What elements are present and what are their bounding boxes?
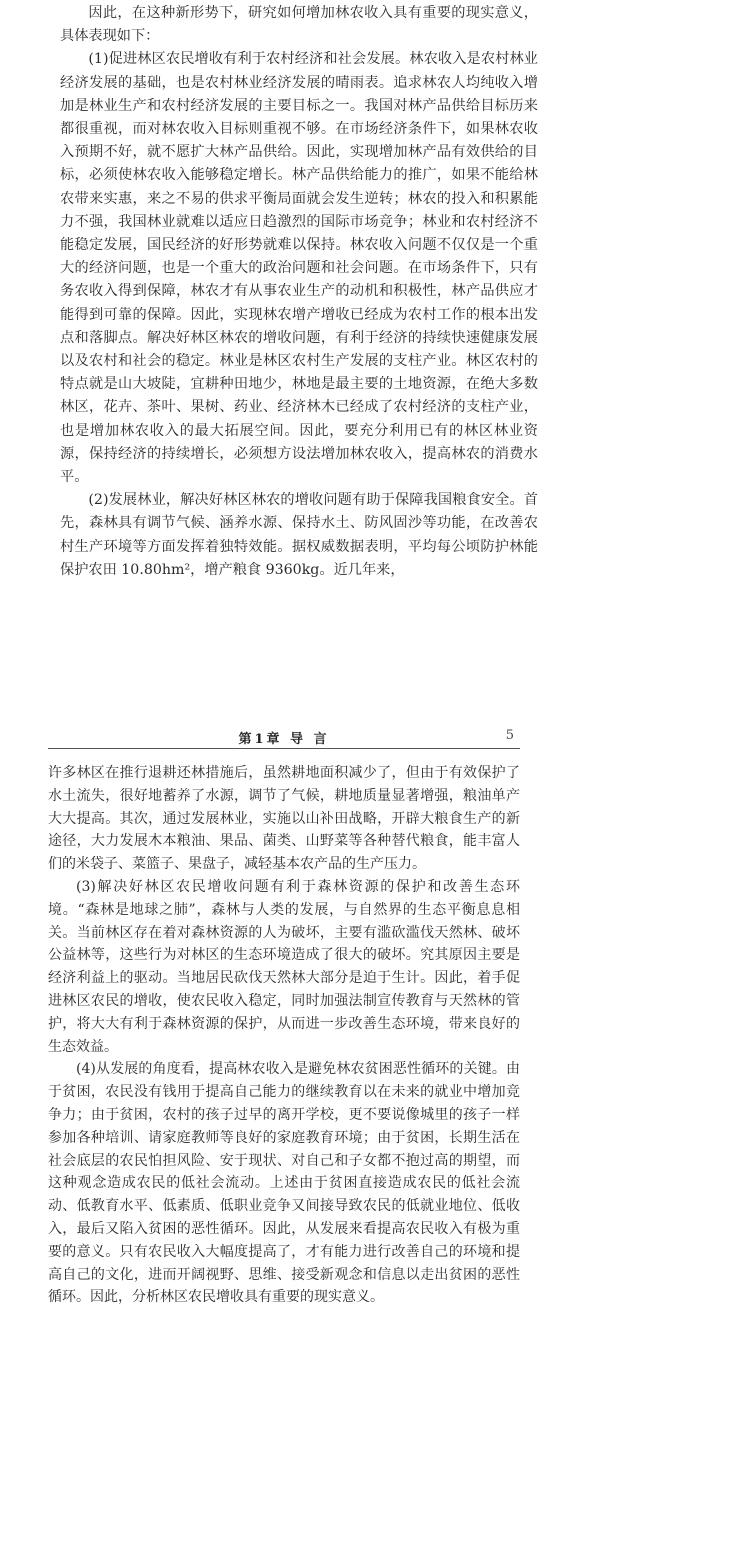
paragraph-point-4: (4)从发展的角度看，提高林农收入是避免林农贫困恶性循环的关键。由于贫困，农民没有钱用于提高自己能力的继续教育以在未来的就业中增加竞争力；由于贫困，农村的孩子过早的离开学校，更不要说像城里的孩子一样参加各种培训、请家庭教师等良好的家庭教育环境；由于贫困，长期生活在社会底层的农民怕担风险、安于现状、对自己和子女都不抱过高的期望，而这种观念造成农民的低社会流动。上述由于贫困直接造成农民的低社会流动、低教育水平、低素质、低职业竞争又间接导致农民的低就业地位、低收入，最后又陷入贫困的恶性循环。因此，从发展来看提高农民收入有极为重要的意义。只有农民收入大幅度提高了，才有能力进行改善自己的环境和提高自己的文化，进而开阔视野、思维、接受新观念和信息以走出贫困的恶性循环。因此，分析林区农民增收具有重要的现实意义。 bbox=[48, 1061, 520, 1306]
paragraph-point-3: (3)解决好林区农民增收问题有利于森林资源的保护和改善生态环境。“森林是地球之肺”，森林与人类的发展，与自然界的生态平衡息息相关。当前林区存在着对森林资源的人为破坏，主要有滥砍滥伐天然林、破坏公益林等，这些行为对林区的生态环境造成了很大的破坏。究其原因主要是经济利益上的驱动。当地居民砍伐天然林大部分是迫于生计。因此，着手促进林区农民的增收，使农民收入稳定，同时加强法制宣传教育与天然林的管护，将大大有利于森林资源的保护，从而进一步改善生态环境，带来良好的生态效益。 bbox=[48, 878, 520, 1055]
paragraph-point-2-continued: 许多林区在推行退耕还林措施后，虽然耕地面积减少了，但由于有效保护了水土流失，很好地蓄养了水源，调节了气候，耕地质量显著增强，粮油单产大大提高。其次，通过发展林业，实施以山补田战略，开辟大粮食生产的新途径，大力发展木本粮油、果品、菌类、山野菜等各种替代粮食，能丰富人们的米袋子、菜篮子、果盘子，减轻基本农产品的生产压力。 bbox=[48, 765, 520, 873]
page-number: 5 bbox=[505, 728, 514, 743]
previous-page-text bbox=[60, 2, 538, 582]
paragraph-point-1: (1)促进林区农民增收有利于农村经济和社会发展。林农收入是农村林业经济发展的基础，也是农村林业经济发展的晴雨表。追求林农人均纯收入增加是林业生产和农村经济发展的主要目标之一。我国对林产品供给目标历来都很重视，而对林农收入目标则重视不够。在市场经济条件下，如果林农收入预期不好，就不愿扩大林产品供给。因此，实现增加林产品有效供给的目标，必须使林农收入能够稳定增长。林产品供给能力的推广，如果不能给林农带来实惠，来之不易的供求平衡局面就会发生逆转；林农的投入和积累能力不强，我国林业就难以适应日趋激烈的国际市场竞争；林业和农村经济不能稳定发展，国民经济的好形势就难以保持。林农收入问题不仅仅是一个重大的经济问题，也是一个重大的政治问题和社会问题。在市场条件下，只有务农收入得到保障，林农才有从事农业生产的动机和积极性，林产品供应才能得到可靠的保障。因此，实现林农增产增收已经成为农村工作的根本出发点和落脚点。解决好林区林农的增收问题，有利于经济的持续快速健康发展以及农村和社会的稳定。林业是林区农村生产发展的支柱产业。林区农村的特点就是山大坡陡，宜耕种田地少，林地是最主要的土地资源，在绝大多数林区，花卉、茶叶、果树、药业、经济林木已经成了农村经济的支柱产业，也是增加林农收入的最大拓展空间。因此，要充分利用已有的林区林业资源，保持经济的持续增长，必须想方设法增加林农收入，提高林农的消费水平。 bbox=[60, 51, 538, 486]
chapter-title: 第1章 导 言 bbox=[238, 732, 330, 747]
current-page-text bbox=[48, 762, 520, 1309]
page-header bbox=[48, 728, 520, 749]
paragraph-intro: 因此，在这种新形势下，研究如何增加林农收入具有重要的现实意义，具体表现如下： bbox=[60, 5, 538, 45]
paragraph-point-2-start: (2)发展林业，解决好林区林农的增收问题有助于保障我国粮食安全。首先，森林具有调节气候、涵养水源、保持水土、防风固沙等功能，在改善农村生产环境等方面发挥着独特效能。据权威数据表明，平均每公顷防护林能保护农田 10.80hm²，增产粮食 9360kg。近几年来， bbox=[60, 492, 538, 578]
